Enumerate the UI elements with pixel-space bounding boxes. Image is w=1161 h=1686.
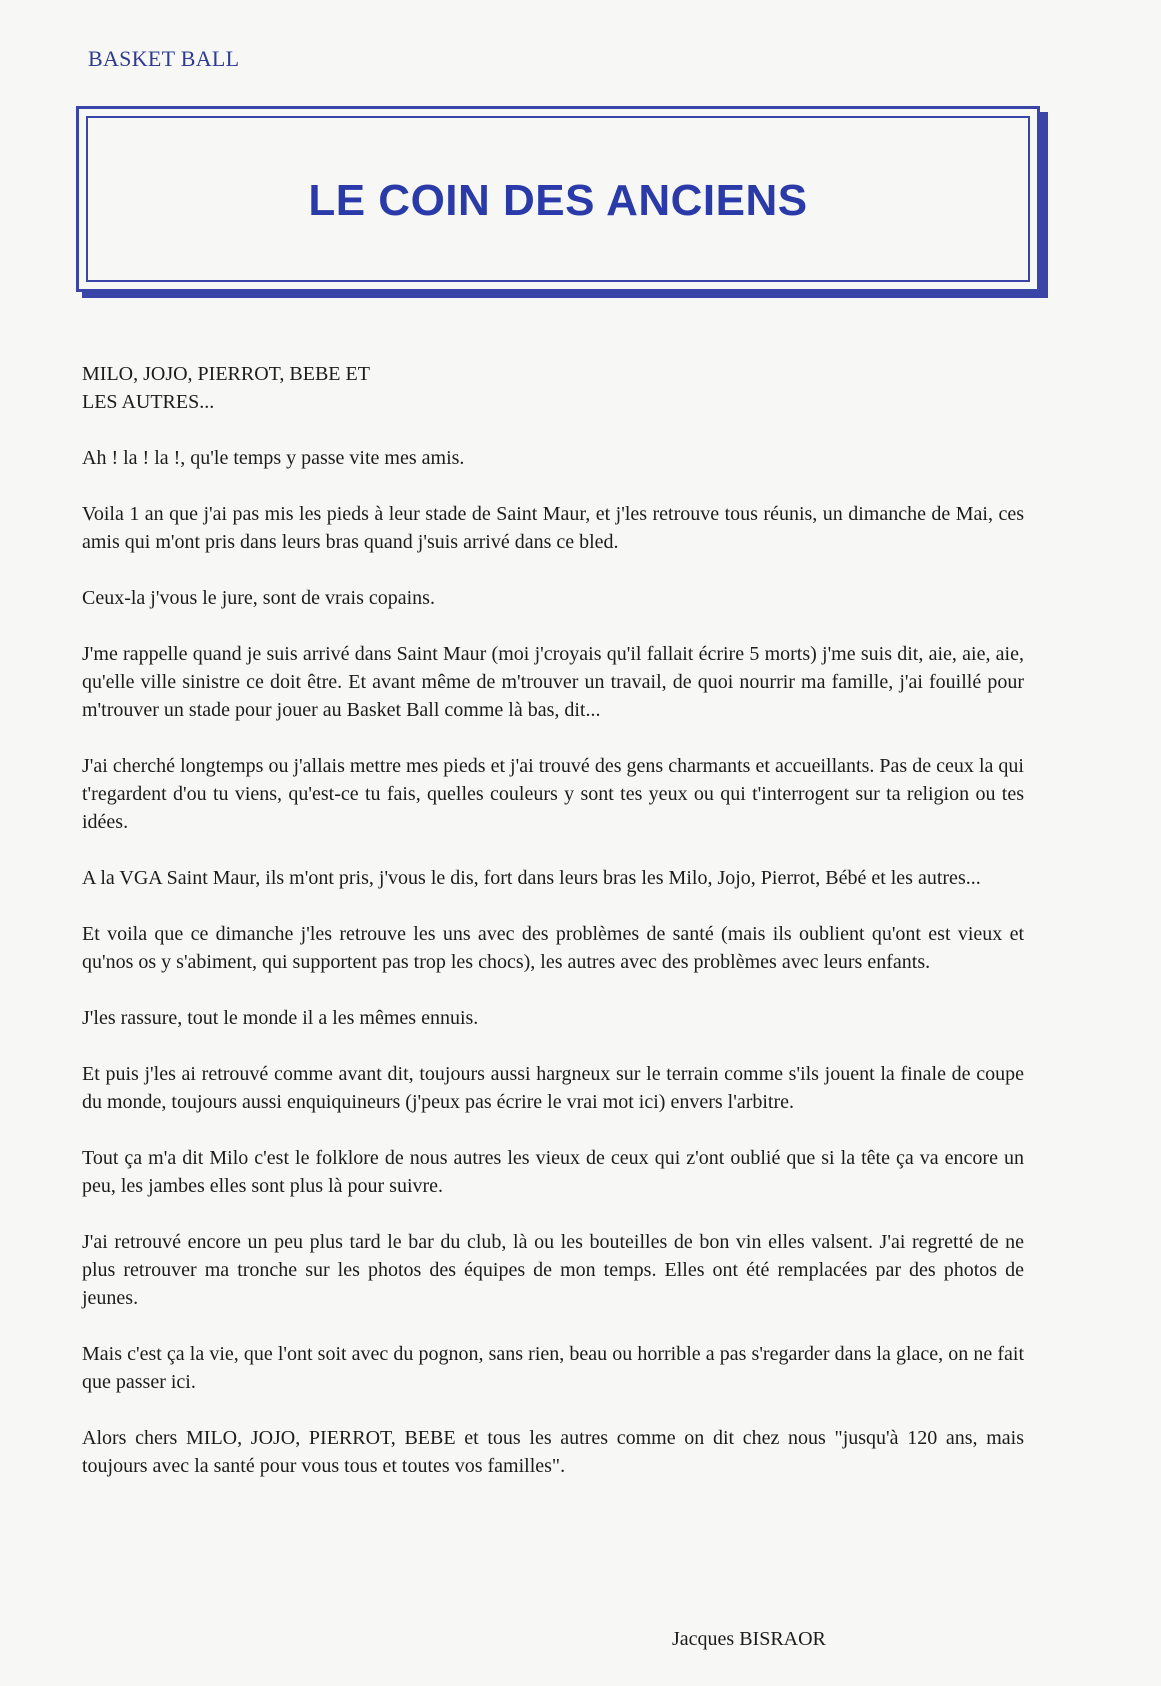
paragraph: J'me rappelle quand je suis arrivé dans Saint Maur (moi j'croyais qu'il fallait écrire 5 morts) j'me suis dit, aie, aie, aie, qu'elle ville sinistre ce doit être. Et avant même de m'trouver un travail, de quoi nourrir ma famille, j'ai fouillé pour m'trouver un stade pour jouer au Basket Ball comme là bas, dit... [82, 643, 1024, 721]
heading-line: MILO, JOJO, PIERROT, BEBE ET [82, 363, 370, 385]
paragraph: Et voila que ce dimanche j'les retrouve les uns avec des problèmes de santé (mais ils oublient qu'ont est vieux et qu'nos os y s'abiment, qui supportent pas trop les chocs), les autres avec des problèmes avec leurs enfants. [82, 923, 1024, 973]
heading-line: LES AUTRES... [82, 391, 215, 413]
article-body [82, 360, 1024, 1508]
paragraph: A la VGA Saint Maur, ils m'ont pris, j'vous le dis, fort dans leurs bras les Milo, Jojo, Pierrot, Bébé et les autres... [82, 867, 981, 889]
paragraph: Ah ! la ! la !, qu'le temps y passe vite mes amis. [82, 447, 465, 469]
paragraph: J'ai retrouvé encore un peu plus tard le bar du club, là ou les bouteilles de bon vin elles valsent. J'ai regretté de ne plus retrouver ma tronche sur les photos des équipes de mon temps. Elles ont été remplacées par des photos de jeunes. [82, 1231, 1024, 1309]
paragraph: Voila 1 an que j'ai pas mis les pieds à leur stade de Saint Maur, et j'les retrouve tous réunis, un dimanche de Mai, ces amis qui m'ont pris dans leurs bras quand j'suis arrivé dans ce bled. [82, 503, 1024, 553]
paragraph: Ceux-la j'vous le jure, sont de vrais copains. [82, 587, 435, 609]
paragraph: Et puis j'les ai retrouvé comme avant dit, toujours aussi hargneux sur le terrain comme s'ils jouent la finale de coupe du monde, toujours aussi enquiquineurs (j'peux pas écrire le vrai mot ici) envers l'arbitre. [82, 1063, 1024, 1113]
section-label: BASKET BALL [88, 46, 240, 71]
paragraph: J'ai cherché longtemps ou j'allais mettre mes pieds et j'ai trouvé des gens charmants et accueillants. Pas de ceux la qui t'regardent d'ou tu viens, qu'est-ce tu fais, quelles couleurs y sont tes yeux ou qui t'interrogent sur ta religion ou tes idées. [82, 755, 1024, 833]
title-frame-shadow [82, 292, 1048, 298]
article-title: LE COIN DES ANCIENS [308, 176, 808, 225]
paragraph: Alors chers MILO, JOJO, PIERROT, BEBE et tous les autres comme on dit chez nous "jusqu'à 120 ans, mais toujours avec la santé pour vous tous et toutes vos familles". [82, 1427, 1024, 1477]
article-heading [82, 360, 1024, 416]
paragraph: Tout ça m'a dit Milo c'est le folklore de nous autres les vieux de ceux qui z'ont oublié que si la tête ça va encore un peu, les jambes elles sont plus là pour suivre. [82, 1147, 1024, 1197]
author-signature: Jacques BISRAOR [672, 1628, 826, 1650]
title-frame-shadow [1040, 112, 1048, 298]
paragraph: Mais c'est ça la vie, que l'ont soit avec du pognon, sans rien, beau ou horrible a pas s'regarder dans la glace, on ne fait que passer ici. [82, 1343, 1024, 1393]
paragraph: J'les rassure, tout le monde il a les mêmes ennuis. [82, 1007, 479, 1029]
